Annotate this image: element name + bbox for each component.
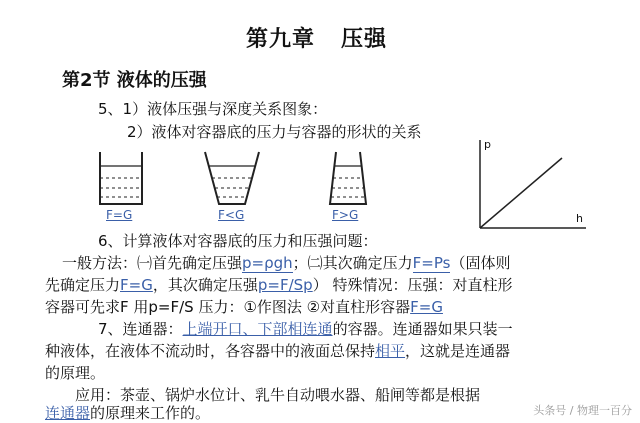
formula-pressure: p=ρgh bbox=[242, 254, 293, 272]
solid-method-line: 先确定压力F=G，其次确定压强p=F/Sp） 特殊情况：压强：对直柱形 bbox=[45, 276, 513, 294]
general-method-line: 一般方法：㈠首先确定压强p=ρgh；㈡其次确定压力F=Ps（固体则 bbox=[62, 254, 511, 272]
formula-solid-pressure: p=F/Sp bbox=[257, 276, 313, 294]
item7-line3: 的原理。 bbox=[45, 364, 106, 382]
container-narrow-top-label: F>G bbox=[332, 208, 359, 222]
container-narrow-top bbox=[328, 150, 368, 206]
item7-line2: 种液体，在液体不流动时，各容器中的液面总保持相平，这就是连通器 bbox=[45, 342, 511, 360]
graph-line bbox=[480, 158, 562, 228]
item5-line1: 5、1）液体压强与深度关系图象： bbox=[98, 100, 328, 118]
application-fill: 连通器 bbox=[45, 404, 91, 422]
chapter-title: 第九章 压强 bbox=[246, 27, 388, 52]
special-case-line: 容器可先求F 用p=F/S 压力：①作图法 ②对直柱形容器F=G bbox=[45, 298, 443, 316]
item7-line1: 7、连通器：上端开口、下部相连通的容器。连通器如果只装一 bbox=[98, 320, 513, 338]
formula-special-force: F=G bbox=[410, 298, 443, 316]
container-straight-label: F=G bbox=[106, 208, 133, 222]
application-line2: 连通器的原理来工作的。 bbox=[45, 404, 211, 422]
item7-fill-level: 相平 bbox=[375, 342, 406, 360]
container-wide-top bbox=[203, 150, 261, 206]
graph-x-label: h bbox=[576, 212, 583, 225]
container-wide-top-label: F<G bbox=[218, 208, 245, 222]
application-line1: 应用：茶壶、锅炉水位计、乳牛自动喂水器、船闸等都是根据 bbox=[75, 386, 481, 404]
item6-title: 6、计算液体对容器底的压力和压强问题： bbox=[98, 232, 378, 250]
graph-y-label: p bbox=[484, 138, 491, 151]
formula-force: F=Ps bbox=[412, 254, 451, 272]
watermark: 头条号 / 物理一百分 bbox=[533, 404, 632, 417]
item7-fill-definition: 上端开口、下部相连通 bbox=[182, 320, 333, 338]
section-title: 第2节 液体的压强 bbox=[62, 70, 207, 91]
formula-solid-force: F=G bbox=[120, 276, 153, 294]
container-straight bbox=[98, 150, 148, 206]
item5-line2: 2）液体对容器底的压力与容器的形状的关系 bbox=[127, 123, 422, 141]
